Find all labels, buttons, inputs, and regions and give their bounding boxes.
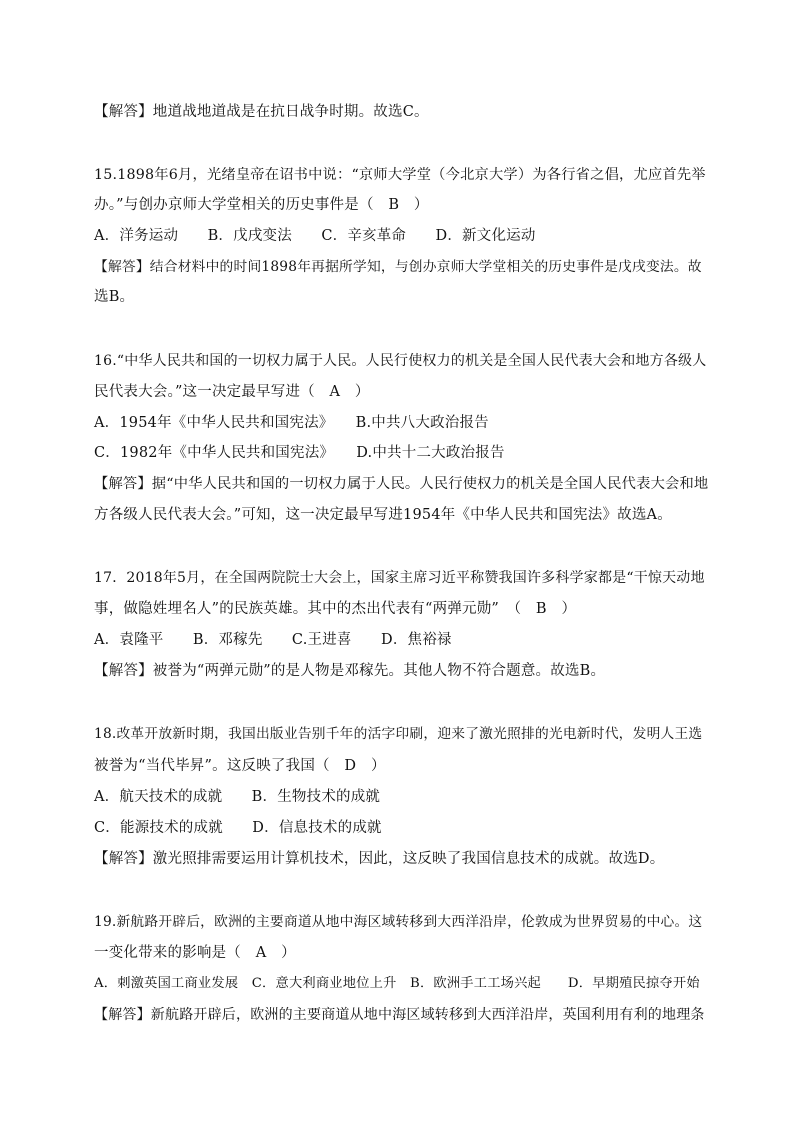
answer-text: 【解答】被誉为“两弹元勋”的是人物是邓稼先。其他人物不符合题意。故选B。 <box>94 663 606 679</box>
question-16-text: 16.“中华人民共和国的一切权力属于人民。人民行使权力的机关是全国人民代表大会和地方各级人 <box>94 353 707 369</box>
question-19-text: 一变化带来的影响是（ A ） <box>94 945 296 961</box>
question-15-text: 办。”与创办京师大学堂相关的历史事件是（ B ） <box>94 197 429 213</box>
question-18-options: A．航天技术的成就 B．生物技术的成就 <box>94 789 381 805</box>
question-16-options: A．1954年《中华人民共和国宪法》 B.中共八大政治报告 <box>94 415 489 431</box>
answer-text: 【解答】结合材料中的时间1898年再据所学知，与创办京师大学堂相关的历史事件是戊戌变法。故 <box>94 259 702 275</box>
answer-text: 【解答】地道战地道战是在抗日战争时期。故选C。 <box>94 104 429 120</box>
question-17-options: A．袁隆平 B．邓稼先 C.王进喜 D．焦裕禄 <box>94 632 452 648</box>
answer-text: 选B。 <box>94 289 135 305</box>
question-16-text: 民代表大会。”这一决定最早写进（ A ） <box>94 384 370 400</box>
question-18-text: 被誉为“当代毕昇”。这反映了我国（ D ） <box>94 758 386 774</box>
answer-text: 【解答】新航路开辟后，欧洲的主要商道从地中海区域转移到大西洋沿岸，英国利用有利的地理条 <box>94 1007 705 1023</box>
question-17-text: 事，做隐姓埋名人”的民族英雄。其中的杰出代表有“两弹元勋” （ B ） <box>94 601 577 617</box>
answer-text: 【解答】据“中华人民共和国的一切权力属于人民。人民行使权力的机关是全国人民代表大会和地 <box>94 476 709 492</box>
answer-text: 【解答】激光照排需要运用计算机技术，因此，这反映了我国信息技术的成就。故选D。 <box>94 851 665 867</box>
question-16-options: C．1982年《中华人民共和国宪法》 D.中共十二大政治报告 <box>94 445 505 461</box>
question-15-text: 15.1898年6月，光绪皇帝在诏书中说：“京师大学堂（今北京大学）为各行省之倡，尤应首先举 <box>94 167 706 183</box>
question-19-text: 19.新航路开辟后，欧洲的主要商道从地中海区域转移到大西洋沿岸，伦敦成为世界贸易的中心。这 <box>94 914 703 930</box>
question-15-options: A．洋务运动 B．戊戌变法 C．辛亥革命 D．新文化运动 <box>94 228 536 244</box>
answer-text: 方各级人民代表大会。”可知，这一决定最早写进1954年《中华人民共和国宪法》故选A。 <box>94 507 672 523</box>
question-17-text: 17．2018年5月，在全国两院院士大会上，国家主席习近平称赞我国许多科学家都是“干惊天动地 <box>94 570 705 586</box>
question-18-text: 18.改革开放新时期，我国出版业告别千年的活字印刷，迎来了激光照排的光电新时代，发明人王选 <box>94 726 703 742</box>
question-19-options: A．刺激英国工商业发展 C．意大利商业地位上升 B．欧洲手工工场兴起 D．早期殖民掠夺开始 <box>94 976 700 991</box>
question-18-options: C．能源技术的成就 D．信息技术的成就 <box>94 820 382 836</box>
